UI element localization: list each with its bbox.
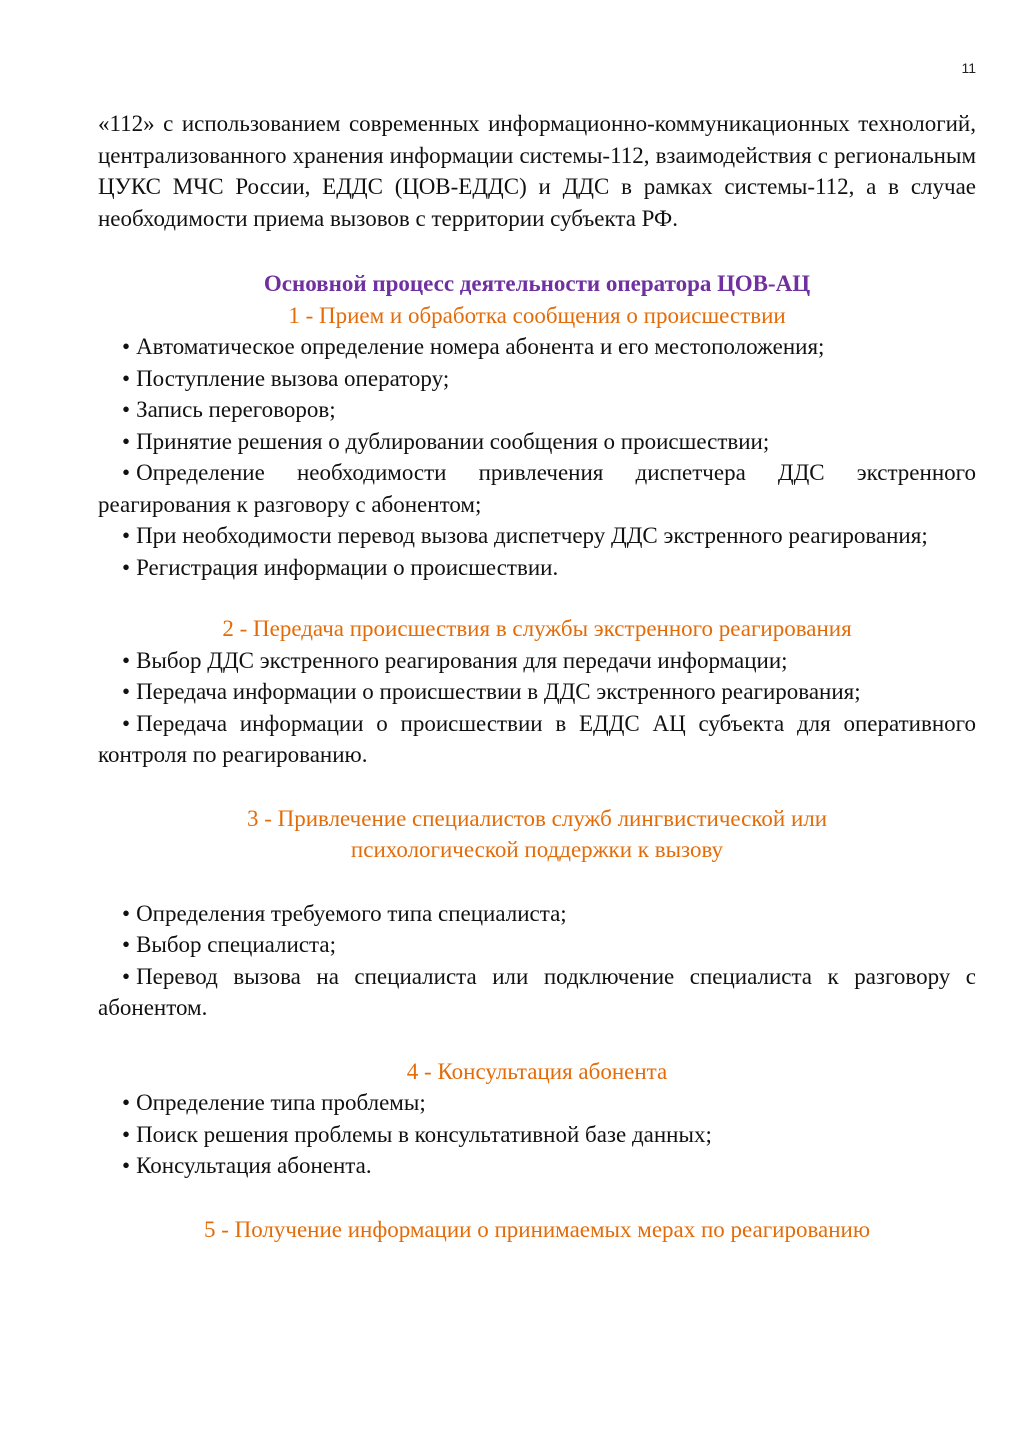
list-item: • Определения требуемого типа специалиста; [122, 900, 567, 926]
section-3-title-line-2: психологической поддержки к вызову [350, 837, 724, 862]
page-number: 11 [961, 60, 976, 76]
bullet-icon: • [122, 460, 131, 485]
list-item: • Запись переговоров; [122, 397, 336, 422]
section-1-title: 1 - Прием и обработка сообщения о происшествии [288, 302, 786, 328]
document-body [98, 108, 976, 1245]
bullet-icon: • [122, 1121, 131, 1147]
section-5-title: 5 - Получение информации о принимаемых мерах по реагированию [203, 1216, 871, 1242]
list-item: • Передача информации о происшествии в ДДС экстренного реагирования; [122, 679, 861, 704]
list-item: • Поступление вызова оператору; [122, 365, 450, 391]
section-2-list [98, 645, 976, 771]
list-item: • Регистрация информации о происшествии. [122, 554, 559, 580]
list-item: • Консультация абонента. [122, 1153, 372, 1178]
list-item: • При необходимости перевод вызова диспетчеру ДДС экстренного реагирования; [122, 523, 928, 548]
bullet-icon: • [122, 647, 131, 673]
section-3-list [98, 898, 976, 1024]
list-item: • Перевод вызова на специалиста или подключение специалиста к разговору с абонентом. [98, 963, 976, 1020]
list-item: • Передача информации о происшествии в ЕДДС АЦ субъекта для оперативного контроля по реагированию. [98, 710, 976, 767]
bullet-icon: • [122, 932, 131, 957]
list-item: • Выбор специалиста; [122, 932, 336, 957]
bullet-icon: • [122, 334, 131, 359]
bullet-icon: • [122, 1153, 131, 1178]
bullet-icon: • [122, 428, 131, 454]
bullet-icon: • [122, 900, 131, 926]
section-2-title: 2 - Передача происшествия в службы экстренного реагирования [222, 616, 852, 641]
intro-paragraph: «112» с использованием современных информационно-коммуникационных технологий, централизованного хранения информации системы-112, взаимодействия с региональным ЦУКС МЧС России, ЕДДС (ЦОВ-ЕДДС) и ДДС в рамках системы-112, а в случае необходимости приема вызовов с территории субъекта РФ. [98, 111, 976, 231]
list-item: • Поиск решения проблемы в консультативной базе данных; [122, 1121, 712, 1147]
section-1-list [98, 331, 976, 583]
bullet-icon: • [122, 365, 131, 391]
bullet-icon: • [122, 963, 131, 989]
bullet-icon: • [122, 523, 131, 548]
list-item: • Автоматическое определение номера абонента и его местоположения; [122, 334, 825, 359]
bullet-icon: • [122, 397, 131, 422]
main-heading: Основной процесс деятельности оператора ЦОВ-АЦ [263, 271, 811, 296]
bullet-icon: • [122, 710, 131, 736]
section-3-title-line-1: 3 - Привлечение специалистов служб лингвистической или [246, 805, 828, 831]
bullet-icon: • [122, 1090, 131, 1115]
list-item: • Выбор ДДС экстренного реагирования для передачи информации; [122, 647, 788, 673]
list-item: • Определение необходимости привлечения диспетчера ДДС экстренного реагирования к разговору с абонентом; [98, 460, 976, 517]
section-4-title: 4 - Консультация абонента [406, 1058, 668, 1084]
section-4-list [98, 1087, 976, 1182]
bullet-icon: • [122, 554, 131, 580]
list-item: • Определение типа проблемы; [122, 1090, 426, 1115]
list-item: • Принятие решения о дублировании сообщения о происшествии; [122, 428, 770, 454]
bullet-icon: • [122, 679, 131, 704]
